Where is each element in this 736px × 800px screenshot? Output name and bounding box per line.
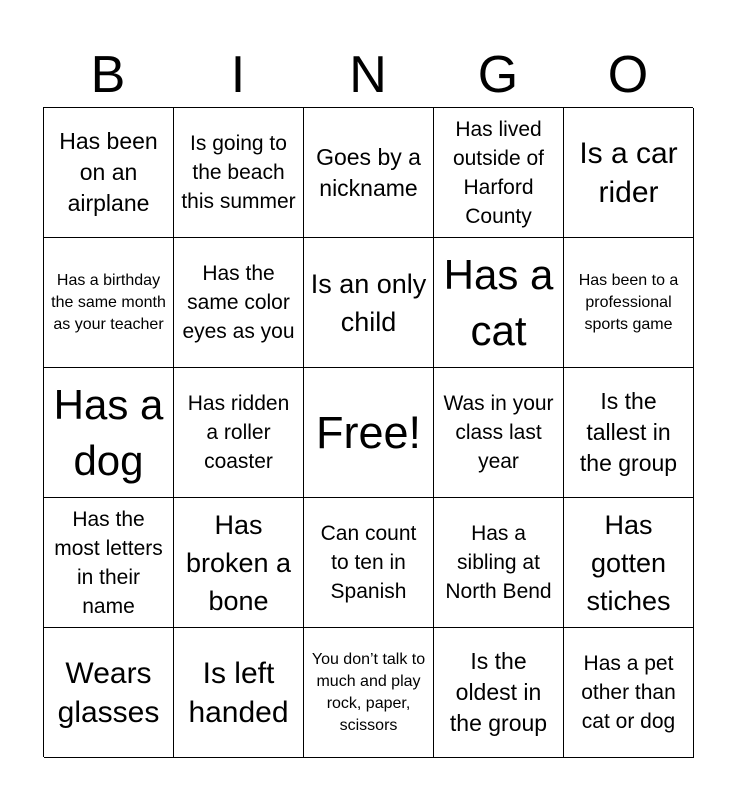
cell-text: Goes by a nickname xyxy=(316,143,421,201)
header-letter-b: B xyxy=(90,46,126,104)
bingo-header xyxy=(43,44,693,106)
cell-text: Has the most letters in their name xyxy=(54,507,163,618)
bingo-cell[interactable] xyxy=(44,108,174,238)
cell-text: Wears glasses xyxy=(57,656,160,729)
bingo-grid xyxy=(43,107,693,757)
bingo-cell[interactable] xyxy=(174,498,304,628)
cell-text: Has been on an airplane xyxy=(59,128,158,216)
cell-text: Has been to a professional sports game xyxy=(578,271,679,333)
cell-text: Is the oldest in the group xyxy=(449,648,548,736)
bingo-cell[interactable] xyxy=(434,498,564,628)
cell-text: Has a cat xyxy=(443,250,554,354)
cell-text: Has broken a bone xyxy=(185,509,292,616)
header-letter-i: I xyxy=(230,46,246,104)
cell-text: Is a car rider xyxy=(579,136,678,209)
bingo-cell[interactable] xyxy=(174,238,304,368)
bingo-cell[interactable] xyxy=(44,628,174,758)
bingo-cell[interactable] xyxy=(174,368,304,498)
bingo-cell[interactable] xyxy=(44,238,174,368)
free-text: Free! xyxy=(315,406,422,458)
cell-text: Is the tallest in the group xyxy=(579,388,678,476)
bingo-cell[interactable] xyxy=(304,108,434,238)
cell-text: Is an only child xyxy=(310,268,427,337)
cell-text: Is left handed xyxy=(188,656,289,729)
header-letter-n: N xyxy=(349,46,387,104)
bingo-cell[interactable] xyxy=(44,368,174,498)
bingo-cell[interactable] xyxy=(434,628,564,758)
cell-text: Is going to the beach this summer xyxy=(181,132,296,213)
cell-text: Has a sibling at North Bend xyxy=(445,522,552,603)
free-cell[interactable] xyxy=(304,368,434,498)
cell-text: Has ridden a roller coaster xyxy=(187,392,290,473)
bingo-cell[interactable] xyxy=(174,108,304,238)
cell-text: Has a dog xyxy=(53,380,164,484)
cell-text: Was in your class last year xyxy=(443,392,554,473)
bingo-cell[interactable] xyxy=(564,368,694,498)
bingo-cell[interactable] xyxy=(564,498,694,628)
bingo-cell[interactable] xyxy=(304,498,434,628)
cell-text: Has lived outside of Harford County xyxy=(452,117,545,228)
bingo-cell[interactable] xyxy=(44,498,174,628)
bingo-cell[interactable] xyxy=(434,108,564,238)
bingo-cell[interactable] xyxy=(434,238,564,368)
cell-text: Has a pet other than cat or dog xyxy=(581,652,676,733)
header-letter-o: O xyxy=(607,46,649,104)
bingo-cell[interactable] xyxy=(564,628,694,758)
bingo-cell[interactable] xyxy=(564,238,694,368)
bingo-cell[interactable] xyxy=(564,108,694,238)
cell-text: Has gotten stiches xyxy=(586,509,671,616)
cell-text: Has a birthday the same month as your teacher xyxy=(51,271,166,333)
header-letter-g: G xyxy=(477,46,519,104)
cell-text: You don’t talk to much and play rock, paper, scissors xyxy=(311,650,426,734)
bingo-cell[interactable] xyxy=(304,628,434,758)
bingo-cell[interactable] xyxy=(304,238,434,368)
cell-text: Can count to ten in Spanish xyxy=(320,522,417,603)
cell-text: Has the same color eyes as you xyxy=(182,262,295,343)
bingo-cell[interactable] xyxy=(434,368,564,498)
bingo-cell[interactable] xyxy=(174,628,304,758)
